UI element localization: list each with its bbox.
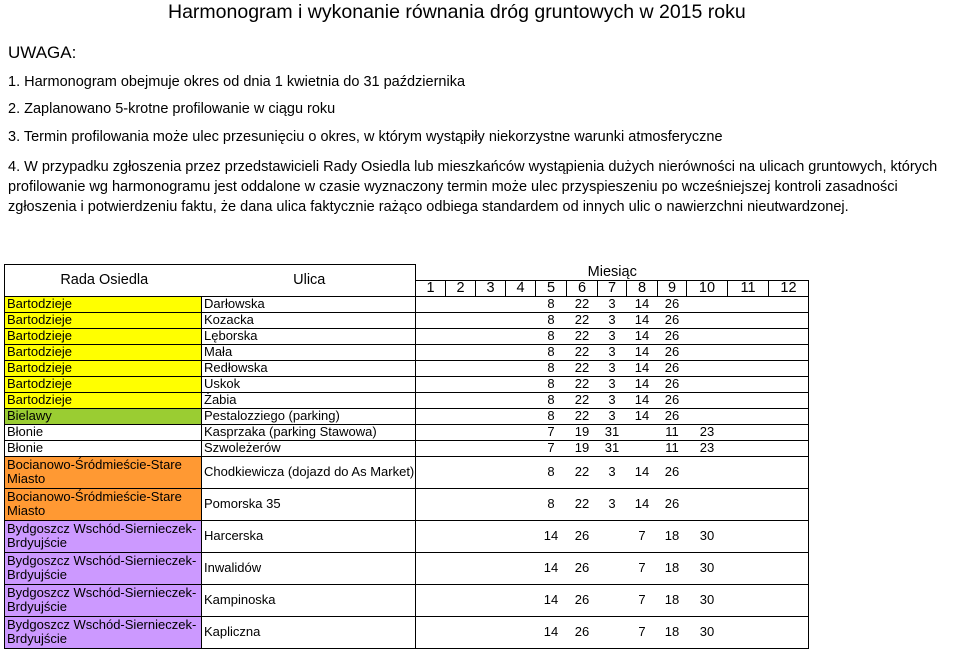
- date-cell-month-6: 26: [567, 584, 598, 616]
- date-cell-month-6: 22: [567, 360, 598, 376]
- date-cell-month-1: [416, 296, 446, 312]
- date-cell-month-2: [446, 520, 476, 552]
- table-row: [5, 584, 809, 616]
- date-cell-month-5: 8: [536, 312, 567, 328]
- date-cell-month-11: [728, 456, 769, 488]
- date-cell-month-8: 14: [627, 360, 658, 376]
- table-row: [5, 456, 809, 488]
- schedule-table: [4, 264, 809, 649]
- date-cell-month-6: 22: [567, 376, 598, 392]
- date-cell-month-6: 22: [567, 456, 598, 488]
- date-cell-month-5: 14: [536, 520, 567, 552]
- date-cell-month-2: [446, 424, 476, 440]
- date-cell-month-6: 26: [567, 552, 598, 584]
- date-cell-month-3: [476, 552, 506, 584]
- date-cell-month-3: [476, 456, 506, 488]
- date-cell-month-7: 3: [598, 392, 627, 408]
- date-cell-month-3: [476, 408, 506, 424]
- table-row: [5, 360, 809, 376]
- date-cell-month-9: 26: [658, 456, 687, 488]
- date-cell-month-12: [769, 440, 809, 456]
- date-cell-month-2: [446, 616, 476, 648]
- date-cell-month-2: [446, 392, 476, 408]
- date-cell-month-10: [687, 328, 728, 344]
- month-header-3: 3: [476, 280, 506, 296]
- date-cell-month-3: [476, 584, 506, 616]
- date-cell-month-2: [446, 360, 476, 376]
- date-cell-month-9: 26: [658, 488, 687, 520]
- date-cell-month-10: 30: [687, 616, 728, 648]
- date-cell-month-12: [769, 312, 809, 328]
- date-cell-month-2: [446, 296, 476, 312]
- date-cell-month-2: [446, 376, 476, 392]
- date-cell-month-6: 22: [567, 312, 598, 328]
- date-cell-month-10: [687, 392, 728, 408]
- table-row: [5, 408, 809, 424]
- date-cell-month-1: [416, 616, 446, 648]
- rada-osiedla-cell: Bartodzieje: [5, 312, 202, 328]
- date-cell-month-10: 23: [687, 440, 728, 456]
- rada-osiedla-cell: Bocianowo-Śródmieście-Stare Miasto: [5, 488, 202, 520]
- rada-osiedla-cell: Bydgoszcz Wschód-Siernieczek-Brdyujście: [5, 584, 202, 616]
- rada-osiedla-cell: Bocianowo-Śródmieście-Stare Miasto: [5, 456, 202, 488]
- table-row: [5, 312, 809, 328]
- date-cell-month-4: [506, 296, 536, 312]
- date-cell-month-5: 14: [536, 552, 567, 584]
- table-row: [5, 344, 809, 360]
- date-cell-month-4: [506, 520, 536, 552]
- date-cell-month-6: 26: [567, 520, 598, 552]
- date-cell-month-7: [598, 584, 627, 616]
- month-header-5: 5: [536, 280, 567, 296]
- table-row: [5, 440, 809, 456]
- date-cell-month-6: 19: [567, 424, 598, 440]
- date-cell-month-9: 26: [658, 408, 687, 424]
- date-cell-month-7: 3: [598, 312, 627, 328]
- date-cell-month-6: 22: [567, 328, 598, 344]
- date-cell-month-5: 7: [536, 440, 567, 456]
- note-4: 4. W przypadku zgłoszenia przez przedstawicieli Rady Osiedla lub mieszkańców wystąpienia dużych nierówności na ulicach gruntowych, których profilowanie wg harmonogramu jest oddalone w czasie wyznaczony termin może ulec przyspieszeniu po wcześniejszej kontroli zasadności zgłoszenia i potwierdzeniu faktu, że dana ulica faktycznie rażąco odbiega standardem od innych ulic o nawierzchni nieutwardzonej.: [8, 159, 938, 215]
- date-cell-month-6: 22: [567, 488, 598, 520]
- date-cell-month-4: [506, 408, 536, 424]
- date-cell-month-9: 26: [658, 392, 687, 408]
- date-cell-month-1: [416, 488, 446, 520]
- rada-osiedla-cell: Bartodzieje: [5, 328, 202, 344]
- date-cell-month-5: 8: [536, 376, 567, 392]
- date-cell-month-7: 3: [598, 296, 627, 312]
- date-cell-month-1: [416, 456, 446, 488]
- rada-osiedla-cell: Błonie: [5, 424, 202, 440]
- table-row: [5, 488, 809, 520]
- date-cell-month-5: 14: [536, 616, 567, 648]
- date-cell-month-10: 23: [687, 424, 728, 440]
- date-cell-month-5: 8: [536, 328, 567, 344]
- date-cell-month-6: 22: [567, 296, 598, 312]
- date-cell-month-8: 14: [627, 376, 658, 392]
- date-cell-month-1: [416, 360, 446, 376]
- date-cell-month-3: [476, 520, 506, 552]
- date-cell-month-11: [728, 376, 769, 392]
- date-cell-month-10: [687, 344, 728, 360]
- date-cell-month-12: [769, 392, 809, 408]
- date-cell-month-9: 26: [658, 344, 687, 360]
- date-cell-month-8: [627, 424, 658, 440]
- date-cell-month-4: [506, 344, 536, 360]
- date-cell-month-7: 3: [598, 488, 627, 520]
- date-cell-month-9: 18: [658, 552, 687, 584]
- date-cell-month-12: [769, 584, 809, 616]
- date-cell-month-9: 26: [658, 296, 687, 312]
- month-header-8: 8: [627, 280, 658, 296]
- date-cell-month-7: 3: [598, 360, 627, 376]
- date-cell-month-8: 7: [627, 616, 658, 648]
- date-cell-month-1: [416, 520, 446, 552]
- date-cell-month-11: [728, 552, 769, 584]
- date-cell-month-5: 8: [536, 296, 567, 312]
- date-cell-month-2: [446, 312, 476, 328]
- header-miesiac: Miesiąc: [416, 265, 809, 281]
- table-row: [5, 296, 809, 312]
- date-cell-month-4: [506, 392, 536, 408]
- rada-osiedla-cell: Bydgoszcz Wschód-Siernieczek-Brdyujście: [5, 616, 202, 648]
- date-cell-month-8: 14: [627, 488, 658, 520]
- ulica-cell: Inwalidów: [202, 552, 416, 584]
- date-cell-month-11: [728, 584, 769, 616]
- date-cell-month-9: 11: [658, 424, 687, 440]
- date-cell-month-7: [598, 520, 627, 552]
- date-cell-month-3: [476, 424, 506, 440]
- date-cell-month-5: 7: [536, 424, 567, 440]
- date-cell-month-12: [769, 488, 809, 520]
- rada-osiedla-cell: Bartodzieje: [5, 344, 202, 360]
- date-cell-month-9: 11: [658, 440, 687, 456]
- date-cell-month-9: 26: [658, 328, 687, 344]
- date-cell-month-10: [687, 296, 728, 312]
- date-cell-month-2: [446, 552, 476, 584]
- date-cell-month-12: [769, 360, 809, 376]
- ulica-cell: Kapliczna: [202, 616, 416, 648]
- date-cell-month-11: [728, 440, 769, 456]
- date-cell-month-5: 14: [536, 584, 567, 616]
- table-row: [5, 552, 809, 584]
- note-2: 2. Zaplanowano 5-krotne profilowanie w ciągu roku: [8, 101, 336, 117]
- ulica-cell: Mała: [202, 344, 416, 360]
- date-cell-month-9: 18: [658, 520, 687, 552]
- date-cell-month-4: [506, 360, 536, 376]
- date-cell-month-1: [416, 552, 446, 584]
- date-cell-month-12: [769, 296, 809, 312]
- date-cell-month-1: [416, 328, 446, 344]
- date-cell-month-6: 22: [567, 392, 598, 408]
- date-cell-month-1: [416, 376, 446, 392]
- date-cell-month-4: [506, 488, 536, 520]
- date-cell-month-5: 8: [536, 360, 567, 376]
- date-cell-month-2: [446, 440, 476, 456]
- date-cell-month-8: 7: [627, 520, 658, 552]
- date-cell-month-10: [687, 312, 728, 328]
- date-cell-month-7: 3: [598, 344, 627, 360]
- rada-osiedla-cell: Bartodzieje: [5, 376, 202, 392]
- date-cell-month-3: [476, 488, 506, 520]
- date-cell-month-4: [506, 328, 536, 344]
- date-cell-month-7: 3: [598, 328, 627, 344]
- month-header-12: 12: [769, 280, 809, 296]
- ulica-cell: Kampinoska: [202, 584, 416, 616]
- month-header-9: 9: [658, 280, 687, 296]
- ulica-cell: Żabia: [202, 392, 416, 408]
- date-cell-month-10: [687, 360, 728, 376]
- date-cell-month-1: [416, 392, 446, 408]
- date-cell-month-4: [506, 456, 536, 488]
- date-cell-month-9: 26: [658, 360, 687, 376]
- date-cell-month-4: [506, 552, 536, 584]
- date-cell-month-6: 22: [567, 408, 598, 424]
- date-cell-month-11: [728, 312, 769, 328]
- uwaga-label: UWAGA:: [8, 43, 77, 62]
- date-cell-month-12: [769, 376, 809, 392]
- date-cell-month-5: 8: [536, 456, 567, 488]
- date-cell-month-2: [446, 408, 476, 424]
- month-header-4: 4: [506, 280, 536, 296]
- date-cell-month-1: [416, 584, 446, 616]
- date-cell-month-2: [446, 328, 476, 344]
- note-1: 1. Harmonogram obejmuje okres od dnia 1 kwietnia do 31 października: [8, 74, 466, 90]
- date-cell-month-1: [416, 424, 446, 440]
- date-cell-month-12: [769, 520, 809, 552]
- date-cell-month-7: 3: [598, 456, 627, 488]
- header-rada-osiedla: Rada Osiedla: [5, 265, 202, 297]
- date-cell-month-3: [476, 344, 506, 360]
- header-ulica: Ulica: [202, 265, 416, 297]
- table-row: [5, 616, 809, 648]
- date-cell-month-4: [506, 440, 536, 456]
- date-cell-month-7: 3: [598, 376, 627, 392]
- ulica-cell: Pestalozziego (parking): [202, 408, 416, 424]
- date-cell-month-7: [598, 552, 627, 584]
- date-cell-month-3: [476, 376, 506, 392]
- ulica-cell: Darłowska: [202, 296, 416, 312]
- date-cell-month-9: 26: [658, 312, 687, 328]
- month-header-11: 11: [728, 280, 769, 296]
- date-cell-month-4: [506, 616, 536, 648]
- date-cell-month-11: [728, 408, 769, 424]
- date-cell-month-3: [476, 360, 506, 376]
- date-cell-month-7: 31: [598, 424, 627, 440]
- date-cell-month-8: 14: [627, 344, 658, 360]
- date-cell-month-8: 14: [627, 312, 658, 328]
- ulica-cell: Harcerska: [202, 520, 416, 552]
- date-cell-month-4: [506, 312, 536, 328]
- date-cell-month-11: [728, 616, 769, 648]
- date-cell-month-11: [728, 520, 769, 552]
- date-cell-month-10: 30: [687, 584, 728, 616]
- month-header-2: 2: [446, 280, 476, 296]
- date-cell-month-9: 18: [658, 616, 687, 648]
- rada-osiedla-cell: Błonie: [5, 440, 202, 456]
- month-header-7: 7: [598, 280, 627, 296]
- date-cell-month-10: [687, 456, 728, 488]
- date-cell-month-8: 7: [627, 584, 658, 616]
- date-cell-month-9: 18: [658, 584, 687, 616]
- date-cell-month-10: 30: [687, 552, 728, 584]
- date-cell-month-1: [416, 344, 446, 360]
- date-cell-month-1: [416, 440, 446, 456]
- page-title: Harmonogram i wykonanie równania dróg gruntowych w 2015 roku: [168, 1, 746, 23]
- date-cell-month-3: [476, 328, 506, 344]
- date-cell-month-11: [728, 392, 769, 408]
- ulica-cell: Redłowska: [202, 360, 416, 376]
- rada-osiedla-cell: Bielawy: [5, 408, 202, 424]
- date-cell-month-8: 14: [627, 296, 658, 312]
- date-cell-month-4: [506, 376, 536, 392]
- ulica-cell: Kozacka: [202, 312, 416, 328]
- date-cell-month-2: [446, 584, 476, 616]
- date-cell-month-5: 8: [536, 488, 567, 520]
- date-cell-month-11: [728, 328, 769, 344]
- table-row: [5, 328, 809, 344]
- date-cell-month-11: [728, 296, 769, 312]
- date-cell-month-6: 19: [567, 440, 598, 456]
- ulica-cell: Chodkiewicza (dojazd do As Market): [202, 456, 416, 488]
- note-3: 3. Termin profilowania może ulec przesunięciu o okres, w którym wystąpiły niekorzystne warunki atmosferyczne: [8, 129, 723, 145]
- date-cell-month-3: [476, 392, 506, 408]
- rada-osiedla-cell: Bartodzieje: [5, 296, 202, 312]
- date-cell-month-7: 31: [598, 440, 627, 456]
- rada-osiedla-cell: Bartodzieje: [5, 360, 202, 376]
- date-cell-month-10: [687, 488, 728, 520]
- date-cell-month-12: [769, 552, 809, 584]
- date-cell-month-3: [476, 312, 506, 328]
- date-cell-month-3: [476, 440, 506, 456]
- date-cell-month-5: 8: [536, 392, 567, 408]
- date-cell-month-11: [728, 360, 769, 376]
- date-cell-month-4: [506, 584, 536, 616]
- date-cell-month-7: [598, 616, 627, 648]
- table-row: [5, 520, 809, 552]
- rada-osiedla-cell: Bartodzieje: [5, 392, 202, 408]
- date-cell-month-12: [769, 408, 809, 424]
- date-cell-month-12: [769, 328, 809, 344]
- date-cell-month-10: [687, 376, 728, 392]
- date-cell-month-11: [728, 488, 769, 520]
- ulica-cell: Uskok: [202, 376, 416, 392]
- date-cell-month-6: 26: [567, 616, 598, 648]
- table-row: [5, 376, 809, 392]
- date-cell-month-5: 8: [536, 408, 567, 424]
- date-cell-month-8: 14: [627, 456, 658, 488]
- ulica-cell: Lęborska: [202, 328, 416, 344]
- ulica-cell: Kasprzaka (parking Stawowa): [202, 424, 416, 440]
- date-cell-month-2: [446, 344, 476, 360]
- month-header-10: 10: [687, 280, 728, 296]
- date-cell-month-10: 30: [687, 520, 728, 552]
- date-cell-month-2: [446, 456, 476, 488]
- date-cell-month-9: 26: [658, 376, 687, 392]
- date-cell-month-8: [627, 440, 658, 456]
- date-cell-month-8: 7: [627, 552, 658, 584]
- date-cell-month-12: [769, 344, 809, 360]
- date-cell-month-11: [728, 344, 769, 360]
- date-cell-month-1: [416, 312, 446, 328]
- date-cell-month-8: 14: [627, 392, 658, 408]
- date-cell-month-1: [416, 408, 446, 424]
- date-cell-month-3: [476, 296, 506, 312]
- month-header-6: 6: [567, 280, 598, 296]
- month-header-1: 1: [416, 280, 446, 296]
- date-cell-month-4: [506, 424, 536, 440]
- date-cell-month-12: [769, 424, 809, 440]
- date-cell-month-6: 22: [567, 344, 598, 360]
- date-cell-month-8: 14: [627, 328, 658, 344]
- date-cell-month-10: [687, 408, 728, 424]
- date-cell-month-12: [769, 456, 809, 488]
- rada-osiedla-cell: Bydgoszcz Wschód-Siernieczek-Brdyujście: [5, 552, 202, 584]
- date-cell-month-8: 14: [627, 408, 658, 424]
- date-cell-month-12: [769, 616, 809, 648]
- table-row: [5, 392, 809, 408]
- ulica-cell: Pomorska 35: [202, 488, 416, 520]
- table-row: [5, 424, 809, 440]
- ulica-cell: Szwoleżerów: [202, 440, 416, 456]
- rada-osiedla-cell: Bydgoszcz Wschód-Siernieczek-Brdyujście: [5, 520, 202, 552]
- date-cell-month-7: 3: [598, 408, 627, 424]
- date-cell-month-11: [728, 424, 769, 440]
- date-cell-month-2: [446, 488, 476, 520]
- date-cell-month-3: [476, 616, 506, 648]
- date-cell-month-5: 8: [536, 344, 567, 360]
